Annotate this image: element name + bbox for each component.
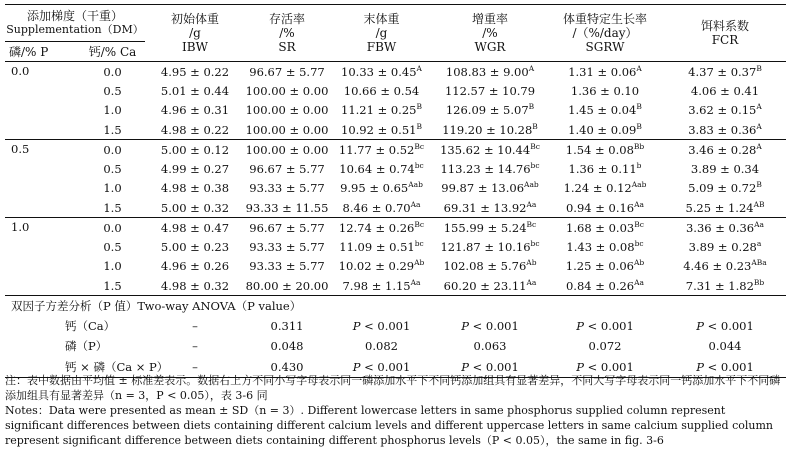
mean-sd-value: 93.33 ± 5.77: [249, 259, 325, 274]
anova-p-value: P < 0.001: [546, 357, 664, 378]
mean-sd-value: 7.31 ± 1.82: [685, 278, 754, 293]
mean-sd-value: 9.95 ± 0.65: [340, 181, 409, 196]
significance-letter: Aa: [634, 199, 645, 209]
mean-sd-value: 4.96 ± 0.26: [160, 259, 230, 274]
mean-sd-value: 121.87 ± 10.16: [440, 239, 531, 254]
value-cell: [245, 257, 329, 277]
anova-p-value: P < 0.001: [576, 318, 634, 333]
col-header-abbr: FCR: [711, 33, 739, 47]
significance-letter: A: [636, 63, 642, 73]
mean-sd-value: 5.09 ± 0.72: [688, 181, 757, 196]
value-cell: [546, 62, 664, 82]
significance-letter: Bb: [753, 277, 765, 287]
value-cell: [245, 276, 329, 296]
value-cell: [664, 198, 786, 218]
significance-letter: Ab: [526, 258, 537, 268]
mean-sd-value: 5.00 ± 0.23: [160, 239, 230, 254]
value-cell: [664, 159, 786, 179]
value-cell: [245, 179, 329, 199]
table-body: [5, 62, 786, 296]
col-header-abbr: SGRW: [585, 40, 625, 54]
mean-sd-value: 3.36 ± 0.36: [685, 220, 755, 235]
ca-level-cell: 1.0: [103, 181, 122, 196]
mean-sd-value: 10.64 ± 0.74: [339, 161, 415, 176]
value-cell: [329, 257, 434, 277]
mean-sd-value: 1.31 ± 0.06: [568, 64, 637, 79]
value-cell: [145, 62, 245, 82]
mean-sd-value: 93.33 ± 5.77: [249, 239, 325, 254]
significance-letter: A: [756, 102, 762, 112]
value-cell: [245, 237, 329, 257]
value-cell: [145, 140, 245, 160]
value-cell: [245, 140, 329, 160]
significance-letter: B: [636, 102, 642, 112]
value-cell: [664, 218, 786, 238]
significance-letter: Bc: [414, 141, 425, 151]
significance-letter: Aab: [524, 180, 539, 190]
mean-sd-value: 135.62 ± 10.44: [440, 142, 531, 157]
ca-level-cell: 0.0: [80, 140, 145, 160]
col-header-unit: /%: [482, 26, 498, 40]
significance-letter: A: [528, 63, 535, 73]
mean-sd-value: 11.09 ± 0.51: [339, 239, 415, 254]
value-cell: [145, 276, 245, 296]
mean-sd-value: 0.84 ± 0.26: [565, 278, 635, 293]
table-notes: [5, 373, 786, 448]
value-cell: [434, 140, 546, 160]
value-cell: [434, 120, 546, 140]
table-row: [5, 140, 786, 160]
value-cell: [245, 81, 329, 101]
value-cell: [546, 257, 664, 277]
mean-sd-value: 5.25 ± 1.24: [685, 200, 754, 215]
value-cell: [145, 81, 245, 101]
value-cell: [329, 237, 434, 257]
value-cell: [546, 159, 664, 179]
significance-letter: B: [756, 180, 762, 190]
significance-letter: B: [636, 121, 642, 131]
mean-sd-value: 7.98 ± 1.15: [342, 278, 411, 293]
mean-sd-value: 80.00 ± 20.00: [245, 278, 329, 293]
significance-letter: Aab: [408, 180, 423, 190]
mean-sd-value: 93.33 ± 5.77: [249, 181, 325, 196]
anova-row: [5, 336, 786, 357]
significance-letter: Aa: [410, 277, 421, 287]
table-row: [5, 179, 786, 199]
value-cell: [434, 237, 546, 257]
significance-letter: AB: [753, 199, 765, 209]
value-cell: [664, 62, 786, 82]
ca-level-cell: 1.5: [103, 122, 122, 137]
significance-letter: B: [528, 102, 535, 112]
mean-sd-value: 1.54 ± 0.08: [565, 142, 634, 157]
ca-level-cell: 0.5: [103, 239, 122, 254]
value-cell: [329, 159, 434, 179]
mean-sd-value: 99.87 ± 13.06: [441, 181, 525, 196]
mean-sd-value: 1.43 ± 0.08: [566, 239, 635, 254]
col-header-abbr: IBW: [182, 40, 208, 54]
mean-sd-value: 5.00 ± 0.32: [160, 200, 230, 215]
col-header-cn: 体重特定生长率: [562, 12, 647, 26]
mean-sd-value: 100.00 ± 0.00: [245, 122, 329, 137]
value-cell: [664, 237, 786, 257]
table-row: [5, 257, 786, 277]
value-cell: [329, 120, 434, 140]
p-level-cell: 1.0: [5, 218, 80, 296]
value-cell: [434, 276, 546, 296]
mean-sd-value: 3.83 ± 0.36: [688, 122, 757, 137]
col-header-unit: /（%/day）: [572, 26, 638, 40]
anova-factor-label: 钙 × 磷（Ca × P）: [5, 357, 145, 378]
growth-performance-table: [5, 4, 786, 378]
anova-p-value: –: [192, 318, 198, 333]
value-cell: [329, 62, 434, 82]
mean-sd-value: 102.08 ± 5.76: [443, 259, 527, 274]
significance-letter: bc: [414, 238, 424, 248]
p-level-header: 磷/% P: [5, 42, 80, 62]
mean-sd-value: 5.00 ± 0.12: [160, 142, 230, 157]
mean-sd-value: 119.20 ± 10.28: [442, 122, 533, 137]
anova-p-value: P < 0.001: [352, 318, 411, 333]
value-cell: [546, 101, 664, 121]
value-cell: [664, 101, 786, 121]
mean-sd-value: 4.98 ± 0.47: [160, 220, 230, 235]
mean-sd-value: 3.89 ± 0.34: [690, 161, 760, 176]
significance-letter: ABa: [751, 258, 767, 268]
significance-letter: Aa: [634, 277, 645, 287]
mean-sd-value: 1.36 ± 0.10: [570, 83, 640, 98]
significance-letter: bc: [530, 160, 540, 170]
significance-letter: B: [416, 121, 422, 131]
col-header-abbr: SR: [278, 40, 296, 54]
supplementation-header-en: Supplementation（DM）: [6, 23, 144, 36]
anova-p-value: 0.072: [588, 339, 622, 354]
significance-letter: Bc: [634, 219, 644, 229]
significance-letter: Aa: [526, 199, 537, 209]
value-cell: [145, 159, 245, 179]
anova-factor-label: 磷（P）: [65, 339, 108, 354]
mean-sd-value: 4.98 ± 0.32: [160, 278, 230, 293]
ca-level-cell: 0.0: [80, 218, 145, 238]
value-cell: [245, 120, 329, 140]
anova-p-value: P < 0.001: [696, 318, 754, 333]
col-header-cn: 存活率: [268, 12, 305, 26]
value-cell: [434, 62, 546, 82]
col-header-abbr: WGR: [474, 40, 506, 54]
value-cell: [245, 62, 329, 82]
value-cell: [329, 81, 434, 101]
value-cell: [664, 179, 786, 199]
significance-letter: A: [756, 121, 762, 131]
col-header-abbr: FBW: [366, 40, 397, 54]
mean-sd-value: 96.67 ± 5.77: [249, 220, 325, 235]
anova-p-value: 0.063: [473, 339, 507, 354]
mean-sd-value: 1.24 ± 0.12: [563, 181, 632, 196]
value-cell: [434, 179, 546, 199]
value-cell: [145, 101, 245, 121]
value-cell: [546, 140, 664, 160]
anova-p-value: 0.430: [245, 357, 329, 378]
value-cell: [245, 101, 329, 121]
anova-p-value: 0.048: [270, 339, 304, 354]
col-header-2: [329, 5, 434, 62]
col-header-cn: 初始体重: [170, 12, 219, 26]
value-cell: [664, 140, 786, 160]
value-cell: [145, 198, 245, 218]
significance-letter: b: [636, 160, 642, 170]
mean-sd-value: 126.09 ± 5.07: [445, 103, 529, 118]
mean-sd-value: 93.33 ± 11.55: [245, 200, 329, 215]
anova-title: 双因子方差分析（P 值）Two-way ANOVA（P value）: [5, 296, 786, 316]
value-cell: [434, 257, 546, 277]
value-cell: [434, 101, 546, 121]
significance-letter: A: [416, 63, 422, 73]
ca-level-cell: 1.0: [103, 259, 122, 274]
significance-letter: Bc: [526, 219, 537, 229]
table-row: [5, 62, 786, 82]
mean-sd-value: 12.74 ± 0.26: [338, 220, 415, 235]
anova-p-value: P < 0.001: [461, 318, 519, 333]
notes-english: Notes：Data were presented as mean ± SD（n = 3）. Different lowercase letters in same phosphorus supplied column represent significant differences between diets containing different calcium levels and different uppercase letters in same calcium supplied column represent significant difference between diets containing different phosphorus levels（P < 0.05），the same in fig. 3-6: [5, 404, 773, 447]
anova-p-value: 0.082: [365, 339, 398, 354]
mean-sd-value: 10.92 ± 0.51: [341, 122, 417, 137]
value-cell: [546, 81, 664, 101]
col-header-unit: /g: [375, 26, 388, 40]
significance-letter: Aa: [526, 277, 537, 287]
value-cell: [434, 198, 546, 218]
mean-sd-value: 100.00 ± 0.00: [245, 83, 329, 98]
supplementation-header-cn: 添加梯度（干重）: [26, 9, 123, 23]
col-header-cn: 增重率: [471, 12, 508, 26]
mean-sd-value: 69.31 ± 13.92: [443, 200, 527, 215]
table-row: [5, 237, 786, 257]
col-header-unit: /g: [189, 26, 201, 40]
value-cell: [546, 120, 664, 140]
value-cell: [434, 218, 546, 238]
value-cell: [245, 218, 329, 238]
mean-sd-value: 112.57 ± 10.79: [444, 83, 536, 98]
significance-letter: bc: [414, 160, 424, 170]
col-header-3: [434, 5, 546, 62]
mean-sd-value: 3.89 ± 0.28: [688, 239, 757, 254]
value-cell: [329, 218, 434, 238]
value-cell: [145, 237, 245, 257]
mean-sd-value: 60.20 ± 23.11: [443, 278, 527, 293]
mean-sd-value: 4.37 ± 0.37: [688, 64, 757, 79]
significance-letter: Bc: [530, 141, 540, 151]
value-cell: [145, 218, 245, 238]
mean-sd-value: 1.40 ± 0.09: [568, 122, 637, 137]
value-cell: [145, 257, 245, 277]
table-row: [5, 218, 786, 238]
value-cell: [546, 237, 664, 257]
p-level-cell: 0.5: [5, 140, 80, 218]
ca-level-cell: 0.5: [103, 83, 122, 98]
mean-sd-value: 96.67 ± 5.77: [249, 64, 325, 79]
ca-level-cell: 1.5: [103, 278, 122, 293]
significance-letter: bc: [530, 238, 540, 248]
mean-sd-value: 1.36 ± 0.11: [568, 161, 637, 176]
mean-sd-value: 4.06 ± 0.41: [690, 83, 760, 98]
anova-p-value: –: [192, 339, 198, 354]
value-cell: [145, 120, 245, 140]
col-header-5: [664, 5, 786, 62]
value-cell: [329, 179, 434, 199]
mean-sd-value: 11.77 ± 0.52: [338, 142, 415, 157]
col-header-cn: 饵料系数: [700, 19, 749, 33]
mean-sd-value: 10.33 ± 0.45: [341, 64, 417, 79]
mean-sd-value: 96.67 ± 5.77: [249, 161, 325, 176]
mean-sd-value: 4.96 ± 0.31: [160, 103, 230, 118]
value-cell: [546, 218, 664, 238]
value-cell: [434, 81, 546, 101]
p-level-cell: 0.0: [5, 62, 80, 140]
mean-sd-value: 4.95 ± 0.22: [160, 64, 230, 79]
col-header-unit: /%: [279, 26, 295, 40]
table-row: [5, 81, 786, 101]
significance-letter: Aab: [631, 180, 647, 190]
value-cell: [245, 198, 329, 218]
anova-p-value: –: [145, 357, 245, 378]
mean-sd-value: 4.98 ± 0.22: [160, 122, 230, 137]
mean-sd-value: 1.45 ± 0.04: [568, 103, 637, 118]
table-row: [5, 159, 786, 179]
ca-level-cell: 0.0: [80, 62, 145, 82]
mean-sd-value: 11.21 ± 0.25: [341, 103, 417, 118]
ca-level-cell: 1.5: [103, 200, 122, 215]
mean-sd-value: 4.46 ± 0.23: [683, 259, 752, 274]
value-cell: [329, 276, 434, 296]
header-row-1: [5, 5, 786, 42]
significance-letter: Bb: [633, 141, 645, 151]
mean-sd-value: 10.02 ± 0.29: [338, 259, 415, 274]
value-cell: [245, 159, 329, 179]
table-row: [5, 276, 786, 296]
col-header-0: [145, 5, 245, 62]
anova-p-value: P < 0.001: [664, 357, 786, 378]
anova-factor-label: 钙（Ca）: [65, 318, 116, 333]
value-cell: [546, 198, 664, 218]
significance-letter: a: [756, 238, 762, 248]
significance-letter: Bc: [414, 219, 425, 229]
mean-sd-value: 1.68 ± 0.03: [566, 220, 635, 235]
mean-sd-value: 4.98 ± 0.38: [160, 181, 230, 196]
mean-sd-value: 8.46 ± 0.70: [342, 200, 411, 215]
supplementation-header: [5, 5, 145, 42]
significance-letter: B: [416, 102, 422, 112]
mean-sd-value: 10.66 ± 0.54: [343, 83, 420, 98]
mean-sd-value: 0.94 ± 0.16: [565, 200, 635, 215]
mean-sd-value: 100.00 ± 0.00: [245, 103, 329, 118]
mean-sd-value: 3.46 ± 0.28: [688, 142, 757, 157]
ca-level-cell: 1.0: [103, 103, 122, 118]
table-row: [5, 198, 786, 218]
mean-sd-value: 5.01 ± 0.44: [160, 83, 230, 98]
value-cell: [664, 81, 786, 101]
significance-letter: Aa: [410, 199, 421, 209]
mean-sd-value: 3.62 ± 0.15: [688, 103, 757, 118]
value-cell: [329, 101, 434, 121]
ca-level-header: 钙/% Ca: [80, 42, 145, 62]
value-cell: [434, 159, 546, 179]
value-cell: [329, 198, 434, 218]
anova-title-row: [5, 296, 786, 316]
col-header-cn: 末体重: [363, 12, 400, 26]
value-cell: [664, 257, 786, 277]
value-cell: [664, 276, 786, 296]
anova-p-value: 0.311: [270, 318, 304, 333]
anova-row: [5, 316, 786, 337]
value-cell: [546, 276, 664, 296]
anova-p-value: P < 0.001: [434, 357, 546, 378]
mean-sd-value: 108.83 ± 9.00: [445, 64, 529, 79]
ca-level-cell: 0.5: [103, 161, 122, 176]
significance-letter: A: [756, 141, 762, 151]
mean-sd-value: 100.00 ± 0.00: [245, 142, 329, 157]
significance-letter: Ab: [633, 258, 645, 268]
table-row: [5, 120, 786, 140]
significance-letter: Ab: [414, 258, 425, 268]
mean-sd-value: 113.23 ± 14.76: [440, 161, 531, 176]
value-cell: [664, 120, 786, 140]
significance-letter: B: [532, 121, 538, 131]
value-cell: [329, 140, 434, 160]
anova-p-value: P < 0.001: [329, 357, 434, 378]
value-cell: [546, 179, 664, 199]
significance-letter: Aa: [754, 219, 765, 229]
mean-sd-value: 4.99 ± 0.27: [160, 161, 230, 176]
value-cell: [145, 179, 245, 199]
anova-section: [5, 296, 786, 378]
notes-chinese: 注：表中数据由平均值 ± 标准差表示。数据右上方不同小写字母表示同一磷添加水平下不同钙添加组具有显著差异，不同大写字母表示同一钙添加水平下不同磷添加组具有显著差异（n = 3，P < 0.05），表 3-6 同: [5, 374, 781, 402]
table-row: [5, 101, 786, 121]
col-header-1: [245, 5, 329, 62]
significance-letter: bc: [634, 238, 644, 248]
significance-letter: B: [756, 63, 762, 73]
mean-sd-value: 1.25 ± 0.06: [565, 259, 634, 274]
col-header-4: [546, 5, 664, 62]
anova-p-value: 0.044: [708, 339, 742, 354]
mean-sd-value: 155.99 ± 5.24: [443, 220, 527, 235]
